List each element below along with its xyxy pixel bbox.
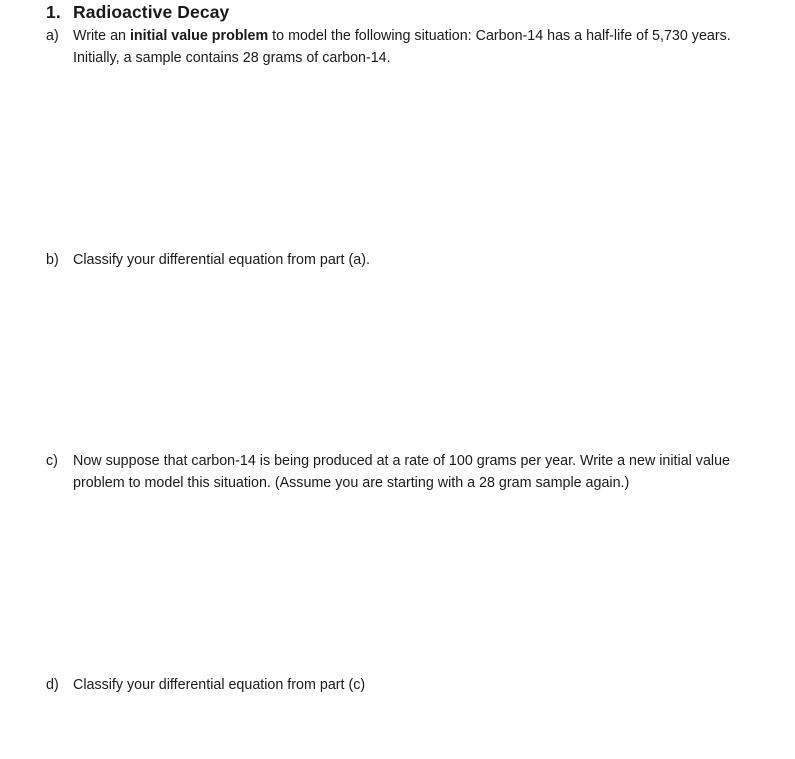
question-d-text: Classify your differential equation from part (c) — [73, 677, 366, 693]
question-a-text — [73, 25, 746, 69]
question-d-letter: d) — [46, 677, 59, 693]
question-b-text: Classify your differential equation from part (a). — [73, 252, 370, 268]
question-d — [46, 674, 746, 696]
question-b — [46, 249, 746, 271]
question-a-text-start: Write an — [73, 28, 130, 44]
question-c — [46, 450, 746, 494]
problem-number: 1. — [46, 2, 61, 22]
question-b-letter: b) — [46, 252, 59, 268]
problem-heading — [46, 2, 229, 23]
problem-title: Radioactive Decay — [73, 2, 230, 22]
question-c-letter: c) — [46, 453, 58, 469]
question-a-emphasis: initial value problem — [129, 28, 269, 44]
question-a-letter: a) — [46, 28, 59, 44]
question-a-text-end: to model the following situation: Carbon-14 has a half-life of 5,730 years. Initially, a sample contains 28 grams of carbon-14. — [73, 28, 731, 66]
question-a — [46, 25, 746, 69]
question-c-text: Now suppose that carbon-14 is being produced at a rate of 100 grams per year. Write a new initial value problem to model this situation. (Assume you are starting with a 28 gram sample again.) — [73, 453, 730, 491]
